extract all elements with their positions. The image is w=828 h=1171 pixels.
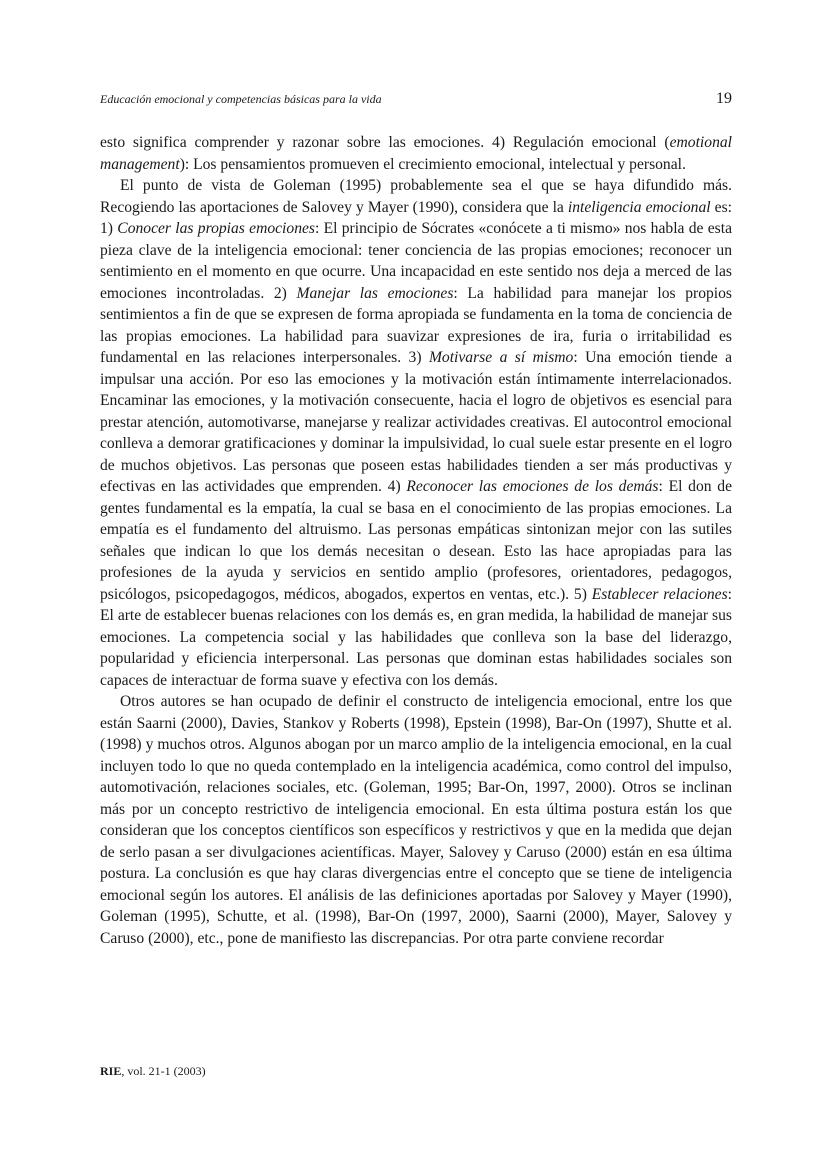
- page-number: 19: [716, 90, 732, 107]
- italic-term: Conocer las propias emociones: [117, 220, 315, 237]
- text-run: : El arte de establecer buenas relaciones con los demás es, en gran medida, la habilidad de manejar sus emociones. La competencia social y las habilidades que conlleva son la base del liderazgo, popularidad y eficiencia interpersonal. Las personas que dominan estas habilidades sociales son capaces de interactuar de forma suave y efectiva con los demás.: [100, 585, 732, 689]
- text-run: : La habilidad para manejar los propios sentimientos a fin de que se expresen de forma apropiada se fundamenta en la toma de conciencia de las propias emociones. La habilidad para suavizar expresiones de ira, furia o irritabilidad es fundamental en las relaciones interpersonales. 3): [100, 284, 732, 366]
- text-run: esto significa comprender y razonar sobre las emociones. 4) Regulación emocional (: [100, 134, 670, 151]
- text-run: : Una emoción tiende a impulsar una acción. Por eso las emociones y la motivación están íntimamente interrelacionados. Encaminar las emociones, y la motivación consecuente, hacia el logro de objetivos es esencial para prestar atención, automotivarse, manejarse y realizar actividades creativas. El autocontrol emocional conlleva a demorar gratificaciones y dominar la impulsividad, lo cual suele estar presente en el logro de muchos objetivos. Las personas que poseen estas habilidades tienden a ser más productivas y efectivas en las actividades que emprenden. 4): [100, 349, 733, 495]
- journal-name: RIE: [100, 1064, 122, 1078]
- italic-term: Establecer relaciones: [591, 585, 728, 603]
- text-run: Otros autores se han ocupado de definir el constructo de inteligencia emocional, entre los que están Saarni (2000), Davies, Stankov y Roberts (1998), Epstein (1998), Bar-On (1997), Shutte et al. (1998) y muchos otros. Algunos abogan por un marco amplio de la inteligencia emocional, en la cual incluyen todo lo que no queda contemplado en la inteligencia académica, como control del impulso, automotivación, relaciones sociales, etc. (Goleman, 1995; Bar-On, 1997, 2000). Otros se inclinan más por un concepto restrictivo de inteligencia emocional. En esta última postura están los que consideran que los conceptos científicos son específicos y restrictivos y que en la medida que dejan de serlo pasan a ser divulgaciones acientíficas. Mayer, Salovey y Caruso (2000) están en esa última postura. La conclusión es que hay claras divergencias entre el concepto que se tiene de inteligencia emocional según los autores. El análisis de las definiciones aportadas por Salovey y Mayer (1990), Goleman (1995), Schutte, et al. (1998), Bar-On (1997, 2000), Saarni (2000), Mayer, Salovey y Caruso (2000), etc., pone de manifiesto las discrepancias. Por otra parte conviene recordar: [100, 693, 732, 947]
- running-title: Educación emocional y competencias básicas para la vida: [100, 92, 382, 106]
- footer-citation: [100, 1064, 206, 1079]
- italic-term: Motivarse a sí mismo: [428, 349, 574, 366]
- paragraph-1: [100, 132, 732, 175]
- italic-term: Manejar las emociones: [296, 284, 454, 302]
- text-run: ): Los pensamientos promueven el crecimiento emocional, intelectual y personal.: [179, 155, 686, 173]
- running-head: [100, 90, 732, 108]
- text-run: : El don de gentes fundamental es la empatía, la cual se basa en el conocimiento de las propias emociones. La empatía es el fundamento del altruismo. Las personas empáticas sintonizan mejor con las sutiles señales que indican lo que los demás necesitan o desean. Esto las hace apropiadas para las profesiones de la ayuda y servicios en sentido amplio (profesores, orientadores, pedagogos, psicólogos, psicopedagogos, médicos, abogados, expertos en ventas, etc.). 5): [100, 478, 732, 603]
- italic-term: inteligencia emocional: [567, 198, 711, 216]
- journal-volume: , vol. 21-1 (2003): [121, 1064, 206, 1078]
- paragraph-3: [100, 691, 732, 949]
- paragraph-2: [100, 175, 732, 691]
- italic-term: Reconocer las emociones de los demás: [406, 478, 659, 495]
- italic-term: emotional management: [100, 134, 732, 173]
- body-text: [100, 132, 732, 949]
- text-run: El punto de vista de Goleman (1995) probablemente sea el que se haya difundido más. Recogiendo las aportaciones de Salovey y Mayer (1990), considera que la: [100, 177, 732, 216]
- text-run: es: 1): [100, 198, 732, 237]
- text-run: : El principio de Sócrates «conócete a ti mismo» nos habla de esta pieza clave de la inteligencia emocional: tener conciencia de las propias emociones; reconocer un sentimiento en el momento en que ocurre. Una incapacidad en este sentido nos deja a merced de las emociones incontroladas. 2): [100, 220, 732, 302]
